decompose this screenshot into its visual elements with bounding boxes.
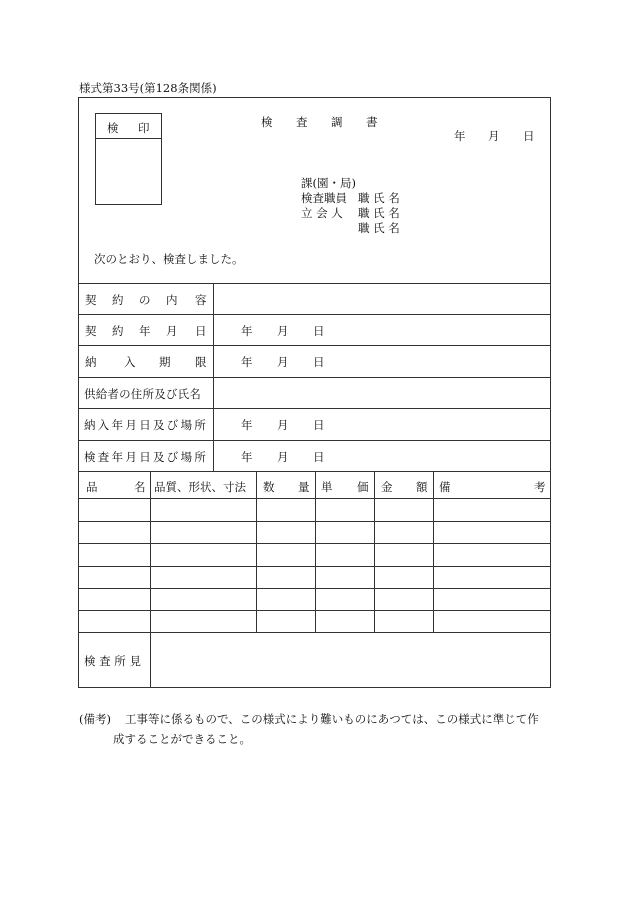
item-column-divider [315, 471, 316, 632]
stamp-box [95, 113, 162, 205]
row-label-char: の [139, 293, 151, 307]
row-label: 検査年月日及び場所 [84, 450, 209, 464]
inspector-name-label: 職 氏 名 [358, 191, 400, 205]
item-row-line [78, 632, 551, 633]
row-date-char: 年 [241, 324, 253, 338]
header-date-char: 月 [488, 129, 500, 143]
row-label-char: 限 [195, 355, 207, 369]
row-date-char: 月 [277, 418, 289, 432]
row-line [78, 440, 551, 441]
row-line [78, 314, 551, 315]
item-header-char: 品 [86, 480, 98, 494]
item-header-char: 名 [134, 480, 146, 494]
row-label-char: 契 [85, 324, 97, 338]
row-label-char: 内 [166, 293, 178, 307]
row-line [78, 408, 551, 409]
stamp-label-char: 印 [138, 121, 150, 135]
row-label-char: 契 [85, 293, 97, 307]
row-date-char: 年 [241, 450, 253, 464]
row-label-char: 年 [139, 324, 151, 338]
header-date-char: 日 [523, 129, 535, 143]
row-date-char: 月 [277, 324, 289, 338]
item-header-char: 価 [357, 480, 369, 494]
item-column-divider [150, 471, 151, 688]
witness-label: 立 会 人 [301, 206, 343, 220]
row-date-char: 年 [241, 355, 253, 369]
row-line [78, 345, 551, 346]
row-label-char: 入 [124, 355, 136, 369]
title-char: 書 [366, 115, 378, 129]
witness2-name-label: 職 氏 名 [358, 221, 400, 235]
row-date-char: 月 [277, 450, 289, 464]
item-header: 品質、形状、寸法 [154, 480, 246, 494]
item-header-char: 金 [381, 480, 393, 494]
row-label-char: 容 [195, 293, 207, 307]
item-header-char: 額 [416, 480, 428, 494]
row-label: 納入年月日及び場所 [84, 418, 209, 432]
row-date-char: 月 [277, 355, 289, 369]
note-line-2: 成することができること。 [113, 732, 251, 746]
row-label-char: 日 [195, 324, 207, 338]
item-header-char: 数 [263, 480, 275, 494]
row-date-char: 日 [313, 355, 325, 369]
form-number: 様式第33号(第128条関係) [79, 81, 217, 95]
header-date-char: 年 [454, 129, 466, 143]
item-column-divider [433, 471, 434, 632]
item-header-char: 考 [534, 480, 546, 494]
row-date-char: 日 [313, 450, 325, 464]
item-column-divider [256, 471, 257, 632]
item-header-char: 備 [439, 480, 451, 494]
witness-name-label: 職 氏 名 [358, 206, 400, 220]
inspector-label: 検査職員 [301, 191, 347, 205]
row-line [78, 283, 551, 284]
row-line [78, 377, 551, 378]
note-label: (備考) [79, 712, 111, 726]
label-column-divider [213, 283, 214, 471]
title-char: 検 [261, 115, 273, 129]
row-label-char: 月 [166, 324, 178, 338]
dept-label: 課(園・局) [301, 176, 356, 190]
row-date-char: 日 [313, 418, 325, 432]
note-line-1: 工事等に係るもので、この様式により難いものにあつては、この様式に準じて作 [125, 712, 539, 726]
row-date-char: 年 [241, 418, 253, 432]
row-label-char: 期 [159, 355, 171, 369]
statement: 次のとおり、検査しました。 [94, 252, 244, 266]
row-label-char: 約 [112, 324, 124, 338]
item-column-divider [374, 471, 375, 632]
stamp-label-char: 検 [107, 121, 119, 135]
row-label: 供給者の住所及び氏名 [84, 387, 201, 401]
row-date-char: 日 [313, 324, 325, 338]
item-header-char: 量 [298, 480, 310, 494]
title-char: 査 [296, 115, 308, 129]
title-char: 調 [331, 115, 343, 129]
findings-label: 検 査 所 見 [84, 654, 141, 668]
item-header-char: 単 [321, 480, 333, 494]
stamp-divider [95, 138, 162, 139]
row-label-char: 約 [112, 293, 124, 307]
row-label-char: 納 [85, 355, 97, 369]
